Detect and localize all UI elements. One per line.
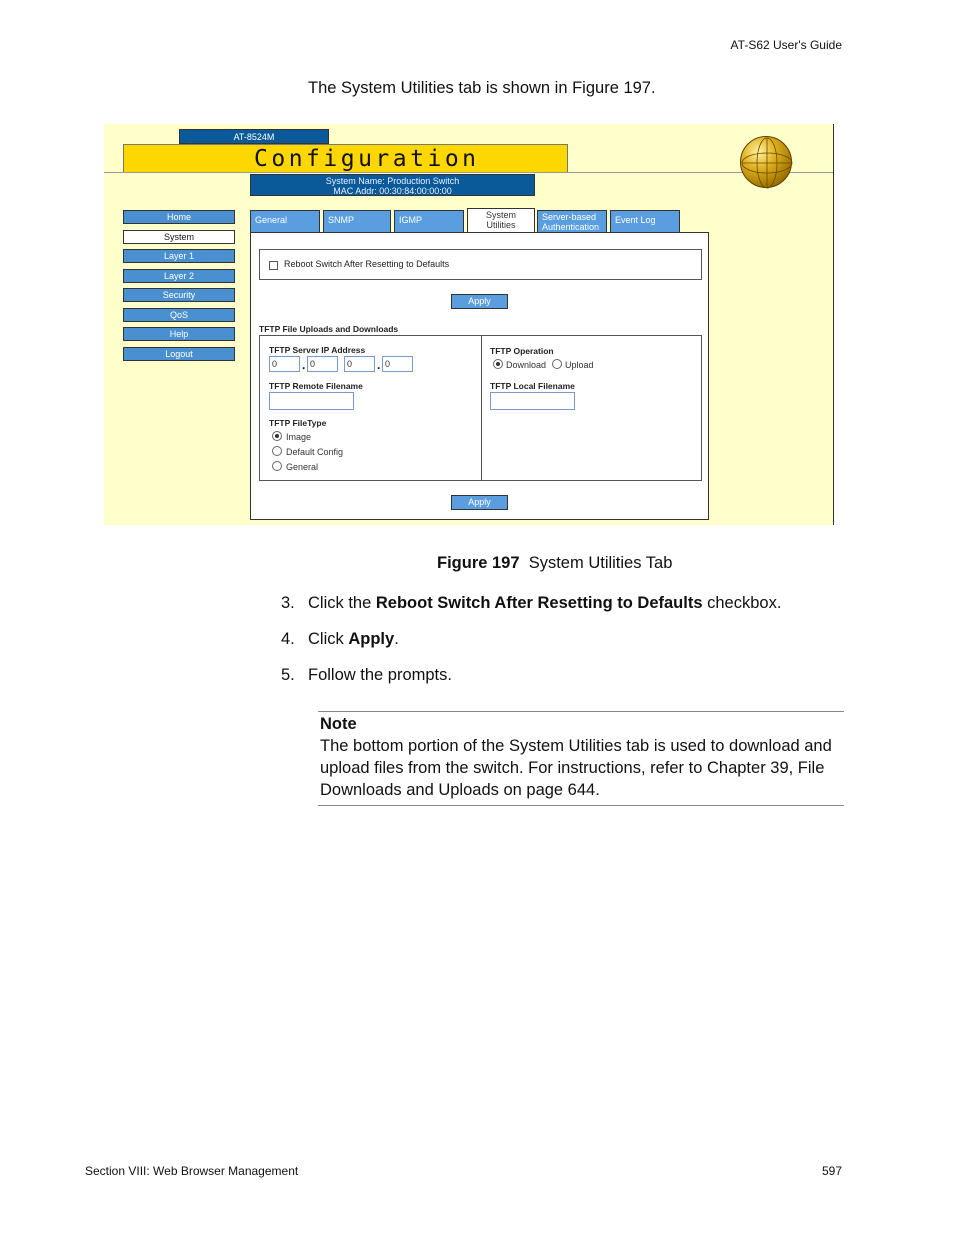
ip-octet-4[interactable]: 0: [382, 356, 413, 372]
step-text: Follow the prompts.: [308, 666, 452, 684]
note-box: [318, 711, 844, 806]
config-title: Configuration: [254, 146, 480, 172]
tab-event-log[interactable]: Event Log: [610, 210, 680, 233]
step-text: Click: [308, 630, 349, 648]
mac-address: MAC Addr: 00:30:84:00:00:00: [333, 186, 452, 196]
step-number: 4.: [281, 630, 295, 648]
nav-system-button[interactable]: System: [123, 230, 235, 244]
system-info-bar: [250, 174, 535, 196]
filetype-radio-general[interactable]: [272, 461, 282, 471]
note-title: Note: [320, 715, 357, 733]
tab-system-utilities[interactable]: System Utilities: [467, 208, 535, 233]
server-ip-label: TFTP Server IP Address: [269, 345, 366, 355]
step-number: 3.: [281, 594, 295, 612]
footer-section: Section VIII: Web Browser Management: [85, 1164, 299, 1178]
step-item: [281, 594, 781, 613]
page-number: 597: [822, 1164, 843, 1178]
page-header: AT-S62 User's Guide: [730, 38, 842, 52]
apply-button-top[interactable]: Apply: [451, 294, 508, 309]
screenshot-figure: [104, 124, 834, 525]
nav-home-button[interactable]: Home: [123, 210, 235, 224]
config-banner: [123, 144, 568, 173]
step-text: checkbox.: [702, 594, 782, 612]
operation-upload-label: Upload: [565, 360, 594, 370]
filetype-general-label: General: [286, 462, 319, 472]
model-bar: AT-8524M: [179, 129, 329, 144]
caption-label: Figure 197: [437, 554, 520, 572]
ip-separator: .: [302, 358, 306, 372]
tftp-section: [259, 335, 702, 481]
step-text: .: [394, 630, 399, 648]
banner-rule: [104, 172, 833, 173]
filetype-radio-image[interactable]: [272, 431, 282, 441]
filetype-image-label: Image: [286, 432, 312, 442]
ip-separator: .: [377, 358, 381, 372]
step-item: [281, 630, 399, 649]
note-text: The bottom portion of the System Utilities tab is used to download and upload files from the switch. For instructions, refer to Chapter 39, File Downloads and Uploads on page 644.: [320, 737, 832, 799]
apply-button-bottom[interactable]: Apply: [451, 495, 508, 510]
globe-icon: [740, 136, 792, 188]
reboot-checkbox[interactable]: [269, 261, 278, 270]
globe-grid: [741, 137, 793, 189]
step-item: [281, 666, 452, 685]
nav-logout-button[interactable]: Logout: [123, 347, 235, 361]
nav-layer-1-button[interactable]: Layer 1: [123, 249, 235, 263]
nav-qos-button[interactable]: QoS: [123, 308, 235, 322]
tftp-heading: TFTP File Uploads and Downloads: [259, 324, 399, 334]
filetype-default-config-label: Default Config: [286, 447, 344, 457]
reboot-section: [259, 249, 702, 280]
operation-label: TFTP Operation: [490, 346, 554, 356]
filetype-radio-default-config[interactable]: [272, 446, 282, 456]
intro-text: The System Utilities tab is shown in Figure 197.: [308, 79, 656, 97]
operation-download-label: Download: [506, 360, 547, 370]
remote-filename-input[interactable]: [269, 392, 354, 410]
ip-octet-3[interactable]: 0: [344, 356, 375, 372]
nav-help-button[interactable]: Help: [123, 327, 235, 341]
step-text: Click the: [308, 594, 376, 612]
local-filename-label: TFTP Local Filename: [490, 381, 575, 391]
ip-octet-1[interactable]: 0: [269, 356, 300, 372]
caption-text: System Utilities Tab: [528, 554, 673, 572]
tftp-divider: [481, 336, 482, 480]
remote-filename-label: TFTP Remote Filename: [269, 381, 363, 391]
step-number: 5.: [281, 666, 295, 684]
ip-octet-2[interactable]: 0: [307, 356, 338, 372]
filetype-label: TFTP FileType: [269, 418, 327, 428]
operation-radio-download[interactable]: [493, 359, 503, 369]
figure-caption: [437, 554, 672, 573]
reboot-label: Reboot Switch After Resetting to Defaults: [284, 259, 450, 269]
step-bold: Apply: [348, 630, 395, 648]
operation-radio-upload[interactable]: [552, 359, 562, 369]
tab-igmp[interactable]: IGMP: [394, 210, 464, 233]
step-bold: Reboot Switch After Resetting to Defaults: [375, 594, 703, 612]
system-utilities-panel: [250, 232, 709, 520]
tab-snmp[interactable]: SNMP: [323, 210, 391, 233]
local-filename-input[interactable]: [490, 392, 575, 410]
nav-layer-2-button[interactable]: Layer 2: [123, 269, 235, 283]
tab-server-based-authentication[interactable]: Server-based Authentication: [537, 210, 607, 233]
tab-general[interactable]: General: [250, 210, 320, 233]
system-name: System Name: Production Switch: [325, 176, 460, 186]
nav-security-button[interactable]: Security: [123, 288, 235, 302]
